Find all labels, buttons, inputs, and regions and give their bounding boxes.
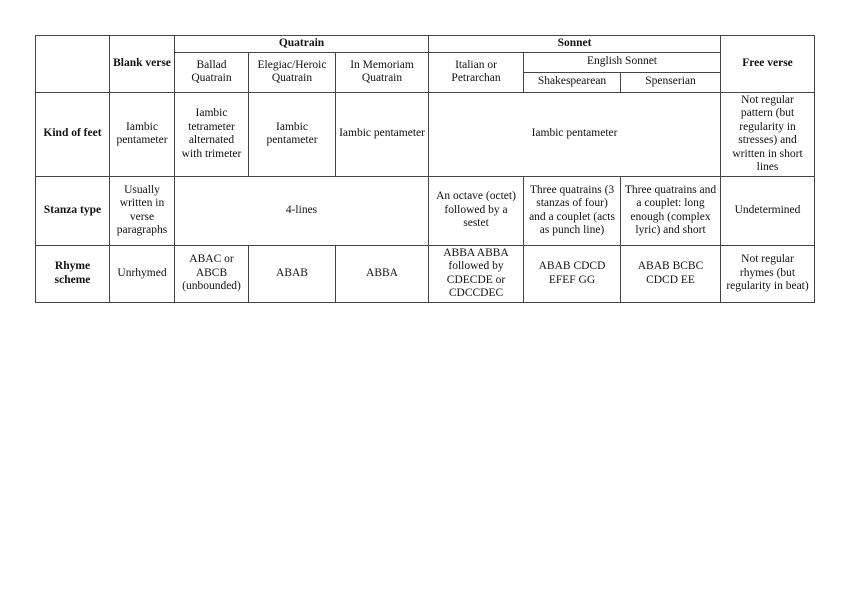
header-quatrain: Quatrain xyxy=(175,36,429,53)
table-row-kind-of-feet xyxy=(36,92,815,176)
header-elegiac-quatrain: Elegiac/Heroic Quatrain xyxy=(249,52,336,92)
cell-rhyme-shakespearean: ABAB CDCD EFEF GG xyxy=(524,245,621,302)
cell-rhyme-ballad-quatrain: ABAC or ABCB (unbounded) xyxy=(175,245,249,302)
cell-stanza-blank-verse: Usually written in verse paragraphs xyxy=(110,176,175,245)
cell-stanza-italian-sonnet: An octave (octet) followed by a sestet xyxy=(429,176,524,245)
cell-stanza-free-verse: Undetermined xyxy=(721,176,815,245)
header-row-1 xyxy=(36,36,815,53)
cell-stanza-shakespearean: Three quatrains (3 stanzas of four) and a couplet (acts as punch line) xyxy=(524,176,621,245)
poetic-forms-table xyxy=(35,35,815,303)
header-sonnet: Sonnet xyxy=(429,36,721,53)
cell-stanza-quatrain: 4-lines xyxy=(175,176,429,245)
cell-stanza-spenserian: Three quatrains and a couplet: long enough (complex lyric) and short xyxy=(621,176,721,245)
row-label-kind-of-feet: Kind of feet xyxy=(36,92,110,176)
cell-feet-sonnet: Iambic pentameter xyxy=(429,92,721,176)
cell-feet-ballad-quatrain: Iambic tetrameter alternated with trimeter xyxy=(175,92,249,176)
header-in-memoriam-quatrain: In Memoriam Quatrain xyxy=(336,52,429,92)
header-italian-sonnet: Italian or Petrarchan xyxy=(429,52,524,92)
cell-rhyme-blank-verse: Unrhymed xyxy=(110,245,175,302)
cell-feet-in-memoriam-quatrain: Iambic pentameter xyxy=(336,92,429,176)
row-label-rhyme-scheme: Rhyme scheme xyxy=(36,245,110,302)
cell-rhyme-in-memoriam-quatrain: ABBA xyxy=(336,245,429,302)
cell-feet-elegiac-quatrain: Iambic pentameter xyxy=(249,92,336,176)
cell-rhyme-italian-sonnet: ABBA ABBA followed by CDECDE or CDCCDEC xyxy=(429,245,524,302)
header-free-verse: Free verse xyxy=(721,36,815,93)
cell-rhyme-spenserian: ABAB BCBC CDCD EE xyxy=(621,245,721,302)
row-label-stanza-type: Stanza type xyxy=(36,176,110,245)
header-blank-verse: Blank verse xyxy=(110,36,175,93)
table-row-stanza-type xyxy=(36,176,815,245)
cell-rhyme-free-verse: Not regular rhymes (but regularity in beat) xyxy=(721,245,815,302)
header-shakespearean: Shakespearean xyxy=(524,72,621,92)
header-ballad-quatrain: Ballad Quatrain xyxy=(175,52,249,92)
cell-feet-blank-verse: Iambic pentameter xyxy=(110,92,175,176)
corner-cell xyxy=(36,36,110,93)
header-spenserian: Spenserian xyxy=(621,72,721,92)
cell-feet-free-verse: Not regular pattern (but regularity in stresses) and written in short lines xyxy=(721,92,815,176)
table-row-rhyme-scheme xyxy=(36,245,815,302)
cell-rhyme-elegiac-quatrain: ABAB xyxy=(249,245,336,302)
header-english-sonnet: English Sonnet xyxy=(524,52,721,72)
